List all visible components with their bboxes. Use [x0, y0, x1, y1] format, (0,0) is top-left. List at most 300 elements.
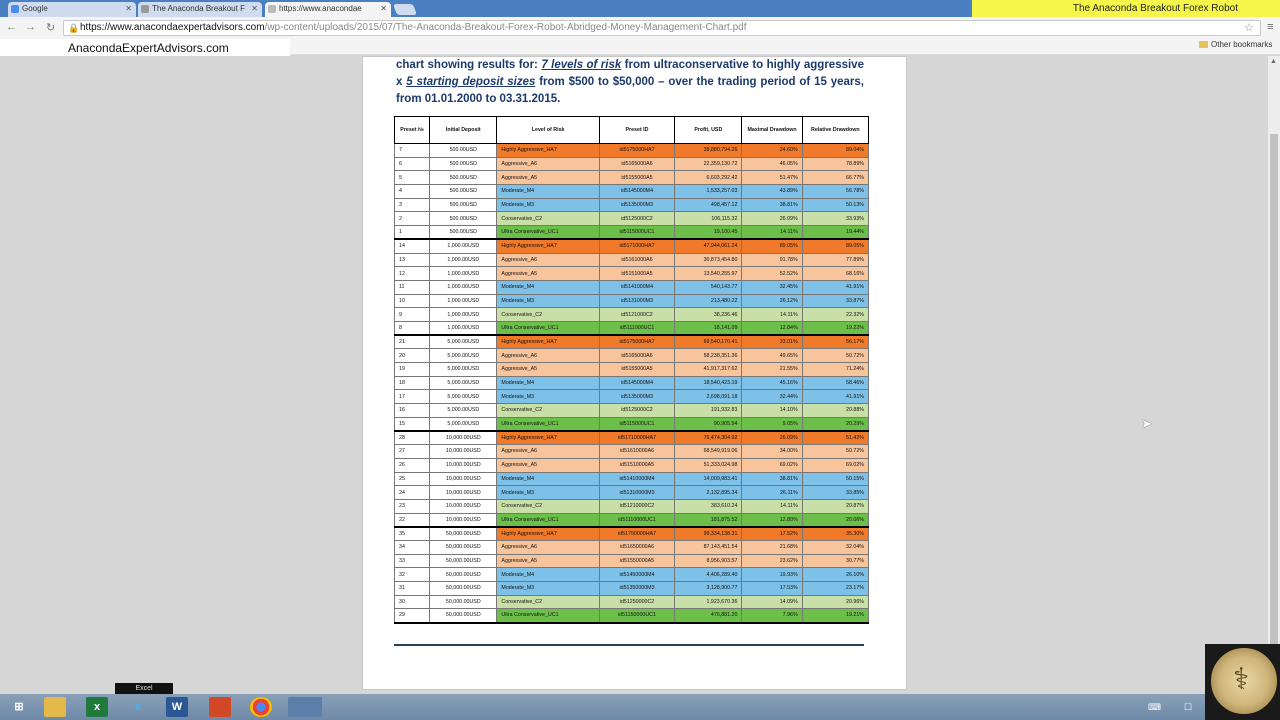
cell-reldd: 68.16%: [802, 267, 868, 281]
cell-preset: 32: [395, 568, 430, 582]
cell-preset: 17: [395, 390, 430, 404]
cell-reldd: 71.24%: [802, 363, 868, 377]
cell-deposit: 50,000.00USD: [430, 568, 497, 582]
cell-deposit: 1,000.00USD: [430, 280, 497, 294]
cell-profit: 8,956,903.57: [675, 554, 742, 568]
tab-label: The Anaconda Breakout F: [152, 4, 245, 13]
cell-preset: 18: [395, 376, 430, 390]
cell-id: id5135000M3: [599, 390, 674, 404]
cell-preset: 34: [395, 540, 430, 554]
table-row: [395, 144, 869, 158]
table-row: [395, 582, 869, 596]
cell-profit: 3,128,900.77: [675, 582, 742, 596]
col-maxdd-header: Maximal Drawdown: [742, 117, 802, 144]
cell-id: id5135000M3: [599, 198, 674, 212]
tab-label: https://www.anacondae: [279, 4, 362, 13]
cell-preset: 5: [395, 171, 430, 185]
cell-preset: 33: [395, 554, 430, 568]
table-row: [395, 417, 869, 431]
cell-maxdd: 14.11%: [742, 499, 802, 513]
cell-reldd: 41.91%: [802, 280, 868, 294]
url-path: /wp-content/uploads/2015/07/The-Anaconda-Breakout-Forex-Robot-Abridged-Money-Management-Chart.pdf: [264, 22, 747, 33]
cell-maxdd: 14.11%: [742, 308, 802, 322]
cell-preset: 12: [395, 267, 430, 281]
scrollbar[interactable]: [1268, 56, 1280, 694]
tab-anaconda[interactable]: [138, 2, 262, 17]
cell-maxdd: 26.11%: [742, 486, 802, 500]
intro-pre: chart showing results for:: [396, 59, 542, 71]
cell-deposit: 10,000.00USD: [430, 486, 497, 500]
cell-risk: Moderate_M3: [497, 294, 599, 308]
cell-risk: Moderate_M4: [497, 185, 599, 199]
cell-reldd: 50.13%: [802, 198, 868, 212]
cell-deposit: 10,000.00USD: [430, 458, 497, 472]
cell-reldd: 20.96%: [802, 595, 868, 609]
cell-preset: 4: [395, 185, 430, 199]
cell-preset: 6: [395, 157, 430, 171]
scroll-thumb[interactable]: [1270, 134, 1278, 694]
cell-profit: 18,540,423.19: [675, 376, 742, 390]
cell-id: id5121000C2: [599, 308, 674, 322]
cell-risk: Ultra Conservative_UC1: [497, 609, 599, 623]
table-row: [395, 363, 869, 377]
cell-deposit: 10,000.00USD: [430, 445, 497, 459]
cell-id: id51350000M3: [599, 582, 674, 596]
cell-preset: 2: [395, 212, 430, 226]
cell-preset: 9: [395, 308, 430, 322]
cell-risk: Ultra Conservative_UC1: [497, 417, 599, 431]
cell-id: id5141000M4: [599, 280, 674, 294]
cell-profit: 1,923,670.36: [675, 595, 742, 609]
media-app-icon[interactable]: [288, 697, 322, 717]
cell-maxdd: 24.60%: [742, 144, 802, 158]
table-row: [395, 540, 869, 554]
cell-reldd: 22.32%: [802, 308, 868, 322]
cell-reldd: 20.29%: [802, 417, 868, 431]
cell-reldd: 33.93%: [802, 212, 868, 226]
cell-deposit: 1,000.00USD: [430, 321, 497, 335]
cell-id: id5125000C2: [599, 404, 674, 418]
cell-maxdd: 17.53%: [742, 582, 802, 596]
col-preset-header: Preset №: [395, 117, 430, 144]
cell-risk: Aggressive_A6: [497, 349, 599, 363]
cell-deposit: 500.00USD: [430, 185, 497, 199]
cell-preset: 20: [395, 349, 430, 363]
table-body: [395, 144, 869, 623]
folder-icon: [1199, 41, 1208, 48]
cell-id: id5145000M4: [599, 376, 674, 390]
cell-deposit: 5,000.00USD: [430, 335, 497, 349]
table-row: [395, 280, 869, 294]
cell-id: id5175000HA7: [599, 335, 674, 349]
cell-maxdd: 52.52%: [742, 267, 802, 281]
intro-post: from $500 to $50,000 – over the trading period of 15 years, from 01.01.2000 to 03.31.2015.: [396, 76, 864, 105]
cell-risk: Conservative_C2: [497, 404, 599, 418]
back-arrow-icon[interactable]: ←: [6, 21, 17, 33]
cell-reldd: 50.72%: [802, 349, 868, 363]
cell-reldd: 20.06%: [802, 513, 868, 527]
google-favicon-icon: [11, 5, 19, 13]
cell-preset: 27: [395, 445, 430, 459]
cell-risk: Conservative_C2: [497, 212, 599, 226]
table-row: [395, 486, 869, 500]
divider: [394, 644, 864, 646]
col-id-header: Preset ID: [599, 117, 674, 144]
cell-id: id5131000M3: [599, 294, 674, 308]
taskbar-tooltip: Excel: [115, 683, 173, 695]
cell-risk: Ultra Conservative_UC1: [497, 513, 599, 527]
cell-maxdd: 12.84%: [742, 321, 802, 335]
cell-id: id5155000A5: [599, 171, 674, 185]
cell-risk: Moderate_M3: [497, 390, 599, 404]
cell-id: id51550000A5: [599, 554, 674, 568]
table-header-row: [395, 117, 869, 144]
cell-maxdd: 14.10%: [742, 404, 802, 418]
cell-risk: Highly Aggressive_HA7: [497, 239, 599, 253]
cell-deposit: 10,000.00USD: [430, 499, 497, 513]
cell-profit: 191,932.83: [675, 404, 742, 418]
cell-preset: 1: [395, 226, 430, 240]
cell-maxdd: 45.16%: [742, 376, 802, 390]
cell-deposit: 500.00USD: [430, 157, 497, 171]
cell-id: id51450000M4: [599, 568, 674, 582]
cell-preset: 26: [395, 458, 430, 472]
cell-reldd: 32.04%: [802, 540, 868, 554]
cell-id: id5165000A6: [599, 157, 674, 171]
cell-preset: 22: [395, 513, 430, 527]
cell-risk: Aggressive_A5: [497, 267, 599, 281]
cell-profit: 38,880,794.26: [675, 144, 742, 158]
star-icon[interactable]: ☆: [1244, 22, 1254, 34]
other-bookmarks-label: Other bookmarks: [1211, 40, 1273, 49]
table-row: [395, 595, 869, 609]
cell-risk: Ultra Conservative_UC1: [497, 321, 599, 335]
cell-reldd: 19.44%: [802, 226, 868, 240]
logo-mark-icon: ⚕: [1233, 663, 1250, 696]
menu-icon[interactable]: ≡: [1267, 21, 1274, 33]
cell-maxdd: 7.96%: [742, 609, 802, 623]
cell-preset: 7: [395, 144, 430, 158]
cell-reldd: 33.85%: [802, 486, 868, 500]
notifications-icon[interactable]: ☐: [1184, 702, 1193, 712]
cell-risk: Highly Aggressive_HA7: [497, 335, 599, 349]
cell-profit: 14,009,983.41: [675, 472, 742, 486]
cell-deposit: 500.00USD: [430, 144, 497, 158]
table-row: [395, 239, 869, 253]
cell-profit: 6,603,292.42: [675, 171, 742, 185]
keyboard-icon[interactable]: ⌨: [1148, 702, 1161, 712]
cell-preset: 15: [395, 417, 430, 431]
cell-id: id5115000UC1: [599, 226, 674, 240]
cell-deposit: 5,000.00USD: [430, 363, 497, 377]
cell-risk: Aggressive_A5: [497, 171, 599, 185]
cell-reldd: 56.17%: [802, 335, 868, 349]
table-row: [395, 226, 869, 240]
cell-profit: 4,406,289.40: [675, 568, 742, 582]
cell-profit: 19,100.45: [675, 226, 742, 240]
cell-deposit: 500.00USD: [430, 226, 497, 240]
cell-maxdd: 91.78%: [742, 253, 802, 267]
cell-deposit: 1,000.00USD: [430, 253, 497, 267]
cell-id: id5161000A6: [599, 253, 674, 267]
cell-reldd: 50.15%: [802, 472, 868, 486]
cell-id: id51110000UC1: [599, 513, 674, 527]
intro-text: [396, 57, 864, 108]
chrome-icon[interactable]: [250, 697, 272, 717]
close-icon[interactable]: ✕: [251, 4, 258, 13]
cell-deposit: 500.00USD: [430, 198, 497, 212]
file-explorer-icon[interactable]: [44, 697, 66, 717]
risk-levels-link[interactable]: 7 levels of risk: [541, 59, 622, 71]
deposit-sizes-link[interactable]: 5 starting deposit sizes: [406, 76, 536, 88]
powerpoint-icon[interactable]: [209, 697, 231, 717]
cell-risk: Moderate_M4: [497, 376, 599, 390]
new-tab-button[interactable]: [393, 4, 417, 15]
cell-profit: 76,474,304.92: [675, 431, 742, 445]
cell-risk: Moderate_M4: [497, 280, 599, 294]
cell-preset: 21: [395, 335, 430, 349]
cell-id: id51310000M3: [599, 486, 674, 500]
cell-id: id51250000C2: [599, 595, 674, 609]
cell-reldd: 51.42%: [802, 431, 868, 445]
table-row: [395, 609, 869, 623]
cell-id: id5115000UC1: [599, 417, 674, 431]
cell-preset: 3: [395, 198, 430, 212]
table-row: [395, 472, 869, 486]
cell-id: id51510000A5: [599, 458, 674, 472]
cell-deposit: 1,000.00USD: [430, 239, 497, 253]
cell-preset: 30: [395, 595, 430, 609]
table-row: [395, 390, 869, 404]
cell-risk: Conservative_C2: [497, 595, 599, 609]
cell-maxdd: 38.81%: [742, 198, 802, 212]
close-icon[interactable]: ✕: [380, 4, 387, 13]
mouse-cursor-icon: ➤: [1141, 416, 1152, 431]
cell-maxdd: 9.05%: [742, 417, 802, 431]
cell-id: id5171000HA7: [599, 239, 674, 253]
cell-reldd: 19.21%: [802, 609, 868, 623]
table-row: [395, 404, 869, 418]
table-row: [395, 294, 869, 308]
cell-preset: 23: [395, 499, 430, 513]
cell-maxdd: 51.47%: [742, 171, 802, 185]
cell-profit: 13,540,255.97: [675, 267, 742, 281]
cell-id: id5111000UC1: [599, 321, 674, 335]
cell-risk: Aggressive_A6: [497, 540, 599, 554]
cell-maxdd: 21.68%: [742, 540, 802, 554]
table-row: [395, 212, 869, 226]
cell-profit: 106,115.32: [675, 212, 742, 226]
cell-id: id51750000HA7: [599, 527, 674, 541]
lock-icon: 🔒: [68, 23, 80, 33]
cell-id: id51650000A6: [599, 540, 674, 554]
word-icon[interactable]: W: [166, 697, 188, 717]
cell-preset: 24: [395, 486, 430, 500]
cell-profit: 22,359,130.72: [675, 157, 742, 171]
cell-preset: 29: [395, 609, 430, 623]
cell-profit: 38,236.46: [675, 308, 742, 322]
table-row: [395, 157, 869, 171]
cell-deposit: 50,000.00USD: [430, 527, 497, 541]
cell-deposit: 50,000.00USD: [430, 582, 497, 596]
cell-preset: 8: [395, 321, 430, 335]
page-favicon-icon: [141, 5, 149, 13]
cell-risk: Conservative_C2: [497, 499, 599, 513]
cell-risk: Aggressive_A6: [497, 253, 599, 267]
tab-label: Google: [22, 4, 48, 13]
cell-deposit: 5,000.00USD: [430, 349, 497, 363]
cell-profit: 2,132,895.34: [675, 486, 742, 500]
cell-risk: Aggressive_A6: [497, 445, 599, 459]
table-row: [395, 458, 869, 472]
table-row: [395, 349, 869, 363]
cell-reldd: 89.04%: [802, 144, 868, 158]
cell-maxdd: 69.02%: [742, 458, 802, 472]
other-bookmarks[interactable]: [1199, 40, 1272, 49]
forward-arrow-icon[interactable]: →: [25, 21, 36, 33]
cell-maxdd: 19.93%: [742, 568, 802, 582]
cell-reldd: 50.72%: [802, 445, 868, 459]
table-row: [395, 198, 869, 212]
table-row: [395, 554, 869, 568]
table-row: [395, 527, 869, 541]
table-row: [395, 171, 869, 185]
cell-reldd: 56.78%: [802, 185, 868, 199]
cell-profit: 47,944,061.24: [675, 239, 742, 253]
cell-maxdd: 21.55%: [742, 363, 802, 377]
tab-pdf[interactable]: [265, 2, 391, 17]
table-row: [395, 335, 869, 349]
cell-risk: Moderate_M4: [497, 472, 599, 486]
cell-reldd: 69.02%: [802, 458, 868, 472]
cell-maxdd: 26.12%: [742, 294, 802, 308]
cell-maxdd: 26.09%: [742, 212, 802, 226]
cell-deposit: 1,000.00USD: [430, 294, 497, 308]
col-deposit-header: Initial Deposit: [430, 117, 497, 144]
cell-profit: 69,540,170.41: [675, 335, 742, 349]
table-row: [395, 185, 869, 199]
col-profit-header: Profit, USD: [675, 117, 742, 144]
system-tray: [1120, 694, 1200, 720]
cell-preset: 35: [395, 527, 430, 541]
cell-profit: 540,143.77: [675, 280, 742, 294]
cell-reldd: 33.87%: [802, 294, 868, 308]
cell-reldd: 26.10%: [802, 568, 868, 582]
col-risk-header: Level of Risk: [497, 117, 599, 144]
tab-google[interactable]: [8, 2, 136, 17]
table-row: [395, 308, 869, 322]
cell-maxdd: 46.05%: [742, 157, 802, 171]
cell-id: id51150000UC1: [599, 609, 674, 623]
cell-profit: 87,143,451.54: [675, 540, 742, 554]
cell-risk: Aggressive_A5: [497, 554, 599, 568]
cell-risk: Aggressive_A6: [497, 157, 599, 171]
cell-deposit: 5,000.00USD: [430, 390, 497, 404]
cell-reldd: 77.89%: [802, 253, 868, 267]
internet-explorer-icon[interactable]: e: [134, 701, 142, 713]
cell-deposit: 5,000.00USD: [430, 417, 497, 431]
close-icon[interactable]: ✕: [125, 4, 132, 13]
cell-reldd: 20.87%: [802, 499, 868, 513]
watermark-logo: [1205, 644, 1280, 720]
intro-mid: from ultraconservative to highly aggressive x: [396, 59, 864, 88]
cell-reldd: 20.88%: [802, 404, 868, 418]
cell-maxdd: 23.62%: [742, 554, 802, 568]
table-row: [395, 253, 869, 267]
cell-profit: 99,334,138.31: [675, 527, 742, 541]
table-row: [395, 513, 869, 527]
cell-maxdd: 43.89%: [742, 185, 802, 199]
reload-icon[interactable]: ↻: [46, 22, 56, 34]
cell-reldd: 35.30%: [802, 527, 868, 541]
cell-risk: Ultra Conservative_UC1: [497, 226, 599, 240]
cell-profit: 2,698,091.18: [675, 390, 742, 404]
cell-maxdd: 12.80%: [742, 513, 802, 527]
cell-maxdd: 17.52%: [742, 527, 802, 541]
cell-profit: 18,141.09: [675, 321, 742, 335]
cell-deposit: 500.00USD: [430, 171, 497, 185]
cell-deposit: 10,000.00USD: [430, 513, 497, 527]
cell-maxdd: 33.01%: [742, 335, 802, 349]
cell-preset: 13: [395, 253, 430, 267]
cell-maxdd: 32.45%: [742, 280, 802, 294]
cell-profit: 41,917,317.62: [675, 363, 742, 377]
cell-profit: 58,238,351.36: [675, 349, 742, 363]
cell-profit: 181,875.52: [675, 513, 742, 527]
cell-deposit: 50,000.00USD: [430, 554, 497, 568]
page-favicon-icon: [268, 5, 276, 13]
cell-reldd: 58.46%: [802, 376, 868, 390]
cell-profit: 1,533,257.03: [675, 185, 742, 199]
cell-id: id51210000C2: [599, 499, 674, 513]
cell-reldd: 66.77%: [802, 171, 868, 185]
table-row: [395, 267, 869, 281]
cell-reldd: 30.77%: [802, 554, 868, 568]
col-reldd-header: Relative Drawdown: [802, 117, 868, 144]
cell-reldd: 19.22%: [802, 321, 868, 335]
cell-maxdd: 14.11%: [742, 226, 802, 240]
cell-reldd: 89.05%: [802, 239, 868, 253]
cell-profit: 68,549,919.06: [675, 445, 742, 459]
windows-start-icon[interactable]: ⊞: [14, 701, 24, 713]
cell-profit: 213,480.22: [675, 294, 742, 308]
money-management-table: [394, 116, 869, 624]
cell-maxdd: 49.65%: [742, 349, 802, 363]
cell-preset: 25: [395, 472, 430, 486]
cell-risk: Highly Aggressive_HA7: [497, 527, 599, 541]
cell-id: id5165000A6: [599, 349, 674, 363]
table-row: [395, 431, 869, 445]
cell-id: id51710000HA7: [599, 431, 674, 445]
cell-risk: Moderate_M4: [497, 568, 599, 582]
cell-preset: 19: [395, 363, 430, 377]
pdf-viewer[interactable]: [0, 56, 1280, 694]
address-bar[interactable]: [63, 20, 1261, 36]
cell-maxdd: 38.81%: [742, 472, 802, 486]
scroll-up-icon[interactable]: ▲: [1270, 58, 1277, 65]
cell-preset: 14: [395, 239, 430, 253]
pdf-page: [362, 56, 907, 690]
table-row: [395, 568, 869, 582]
cell-profit: 383,610.24: [675, 499, 742, 513]
cell-id: id5145000M4: [599, 185, 674, 199]
cell-reldd: 23.17%: [802, 582, 868, 596]
cell-risk: Conservative_C2: [497, 308, 599, 322]
url-domain: https://www.anacondaexpertadvisors.com: [80, 22, 265, 33]
excel-icon[interactable]: x: [86, 697, 108, 717]
site-label: AnacondaExpertAdvisors.com: [0, 39, 290, 59]
cell-id: id51610000A6: [599, 445, 674, 459]
